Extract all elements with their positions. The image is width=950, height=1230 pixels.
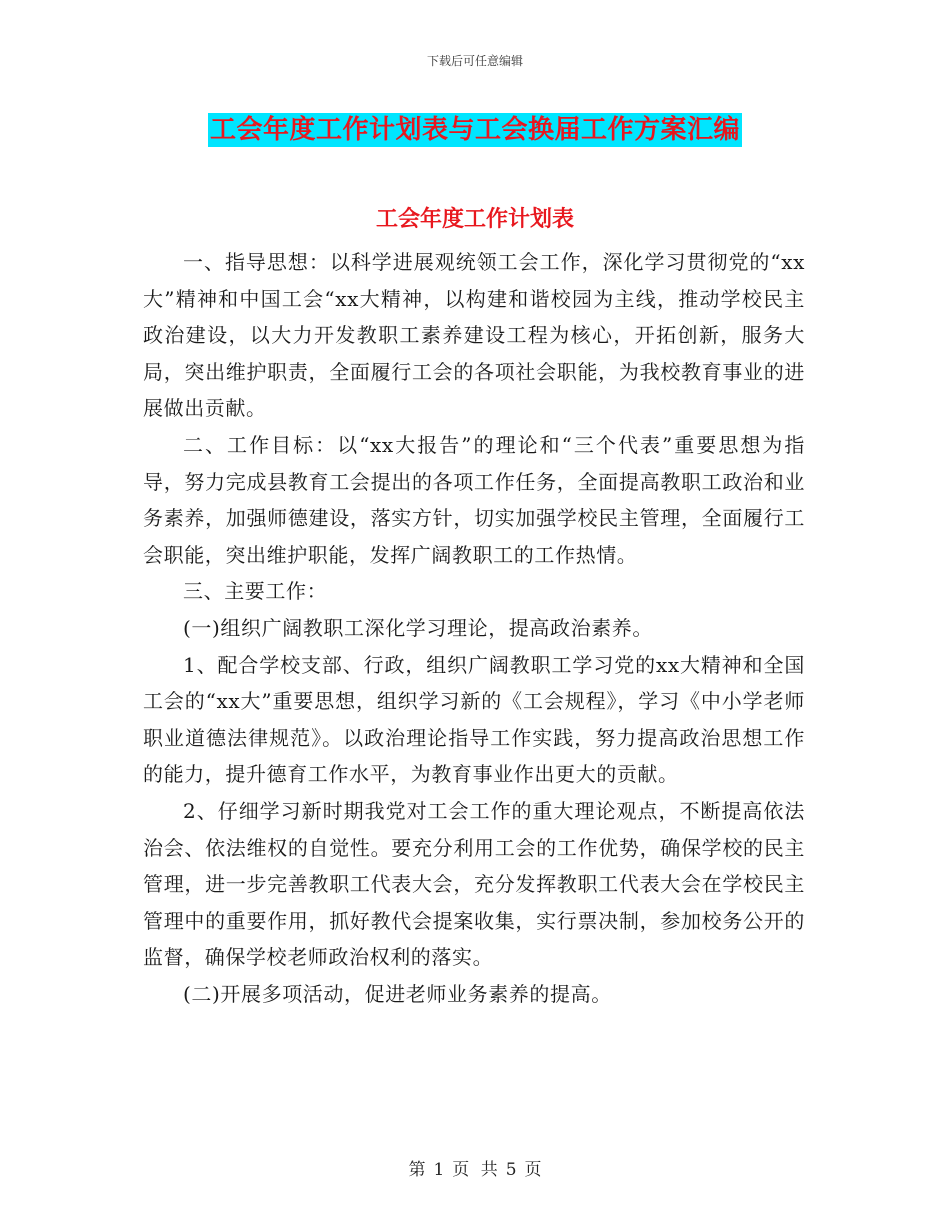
paragraph-main-work-heading: 三、主要工作： [183, 579, 328, 604]
page-footer [0, 1155, 950, 1180]
footer-middle: 页 共 [452, 1160, 498, 1180]
paragraph-subsection-one: (一)组织广阔教职工深化学习理论，提高政治素养。 [183, 615, 654, 640]
footer-suffix: 页 [524, 1160, 542, 1180]
document-title: 工会年度工作计划表与工会换届工作方案汇编 [209, 115, 740, 145]
body-text [143, 244, 805, 1012]
document-title-wrap [0, 113, 950, 147]
paragraph-guiding-thought: 一、指导思想：以科学进展观统领工会工作，深化学习贯彻党的“xx大”精神和中国工会“xx大精神，以构建和谐校园为主线，推动学校民主政治建设，以大力开发教职工素养建设工程为核心，开拓创新，服务大局，突出维护职责，全面履行工会的各项社会职能，为我校教育事业的进展做出贡献。 [143, 250, 805, 421]
paragraph-work-goals: 二、工作目标：以“xx大报告”的理论和“三个代表”重要思想为指导，努力完成县教育工会提出的各项工作任务，全面提高教职工政治和业务素养，加强师德建设，落实方针，切实加强学校民主管理，全面履行工会职能，突出维护职能，发挥广阔教职工的工作热情。 [143, 432, 805, 567]
footer-total-pages: 5 [505, 1160, 517, 1180]
section-title: 工会年度工作计划表 [375, 206, 574, 232]
paragraph-subsection-two: (二)开展多项活动，促进老师业务素养的提高。 [183, 981, 612, 1006]
paragraph-item-2: 2、仔细学习新时期我党对工会工作的重大理论观点，不断提高依法治会、依法维权的自觉性。要充分利用工会的工作优势，确保学校的民主管理，进一步完善教职工代表大会，充分发挥教职工代表大会在学校民主管理中的重要作用，抓好教代会提案收集，实行票决制，参加校务公开的监督，确保学校老师政治权利的落实。 [143, 798, 805, 970]
paragraph-item-1: 1、配合学校支部、行政，组织广阔教职工学习党的xx大精神和全国工会的“xx大”重要思想，组织学习新的《工会规程》，学习《中小学老师职业道德法律规范》。以政治理论指导工作实践，努力提高政治思想工作的能力，提升德育工作水平，为教育事业作出更大的贡献。 [143, 652, 805, 787]
header-note: 下载后可任意编辑 [426, 54, 523, 68]
footer-prefix: 第 [408, 1160, 426, 1180]
footer-page-number: 1 [433, 1160, 445, 1180]
